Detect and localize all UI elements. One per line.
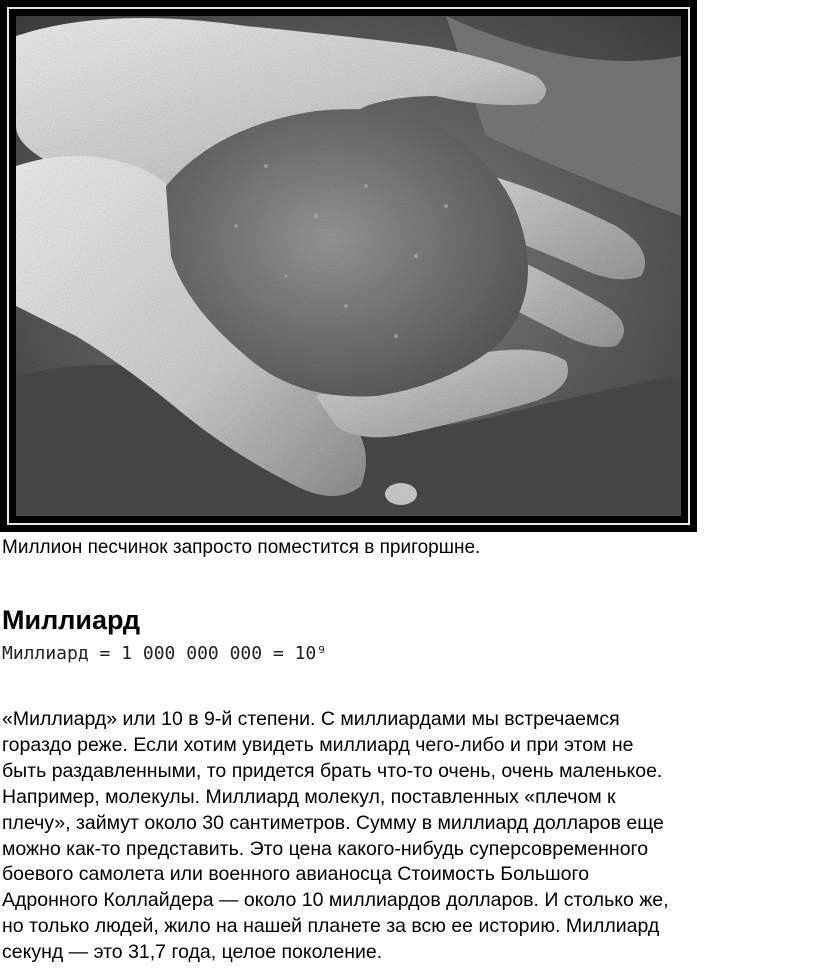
paragraph-line: гораздо реже. Если хотим увидеть миллиард чего-либо и при этом не (2, 733, 634, 756)
paragraph-line: можно как-то представить. Это цена какого-нибудь суперсовременного (2, 837, 649, 860)
paragraph-line: Например, молекулы. Миллиард молекул, поставленных «плечом к (2, 785, 616, 808)
sand-in-hands-photo (16, 16, 681, 516)
billion-formula: Миллиард = 1 000 000 000 = 10⁹ (2, 643, 328, 664)
photo-frame (0, 0, 697, 532)
paragraph-line: но только людей, жило на нашей планете за всю ее историю. Миллиард (2, 915, 660, 938)
paragraph-line: плечу», займут около 30 сантиметров. Сумму в миллиард долларов еще (2, 811, 664, 834)
photo-caption: Миллион песчинок запросто поместится в пригоршне. (2, 537, 481, 558)
paragraph-line: быть раздавленными, то придется брать что-то очень, очень маленькое. (2, 759, 663, 782)
paragraph-line: боевого самолета или военного авианосца Стоимость Большого (2, 863, 590, 886)
body-paragraph (2, 707, 814, 966)
section-heading: Миллиард (2, 605, 140, 635)
paragraph-line: Адронного Коллайдера — около 10 миллиардов долларов. И столько же, (2, 889, 669, 912)
paragraph-line: секунд — это 31,7 года, целое поколение. (2, 941, 383, 964)
paragraph-line: «Миллиард» или 10 в 9-й степени. С миллиардами мы встречаемся (2, 708, 620, 730)
